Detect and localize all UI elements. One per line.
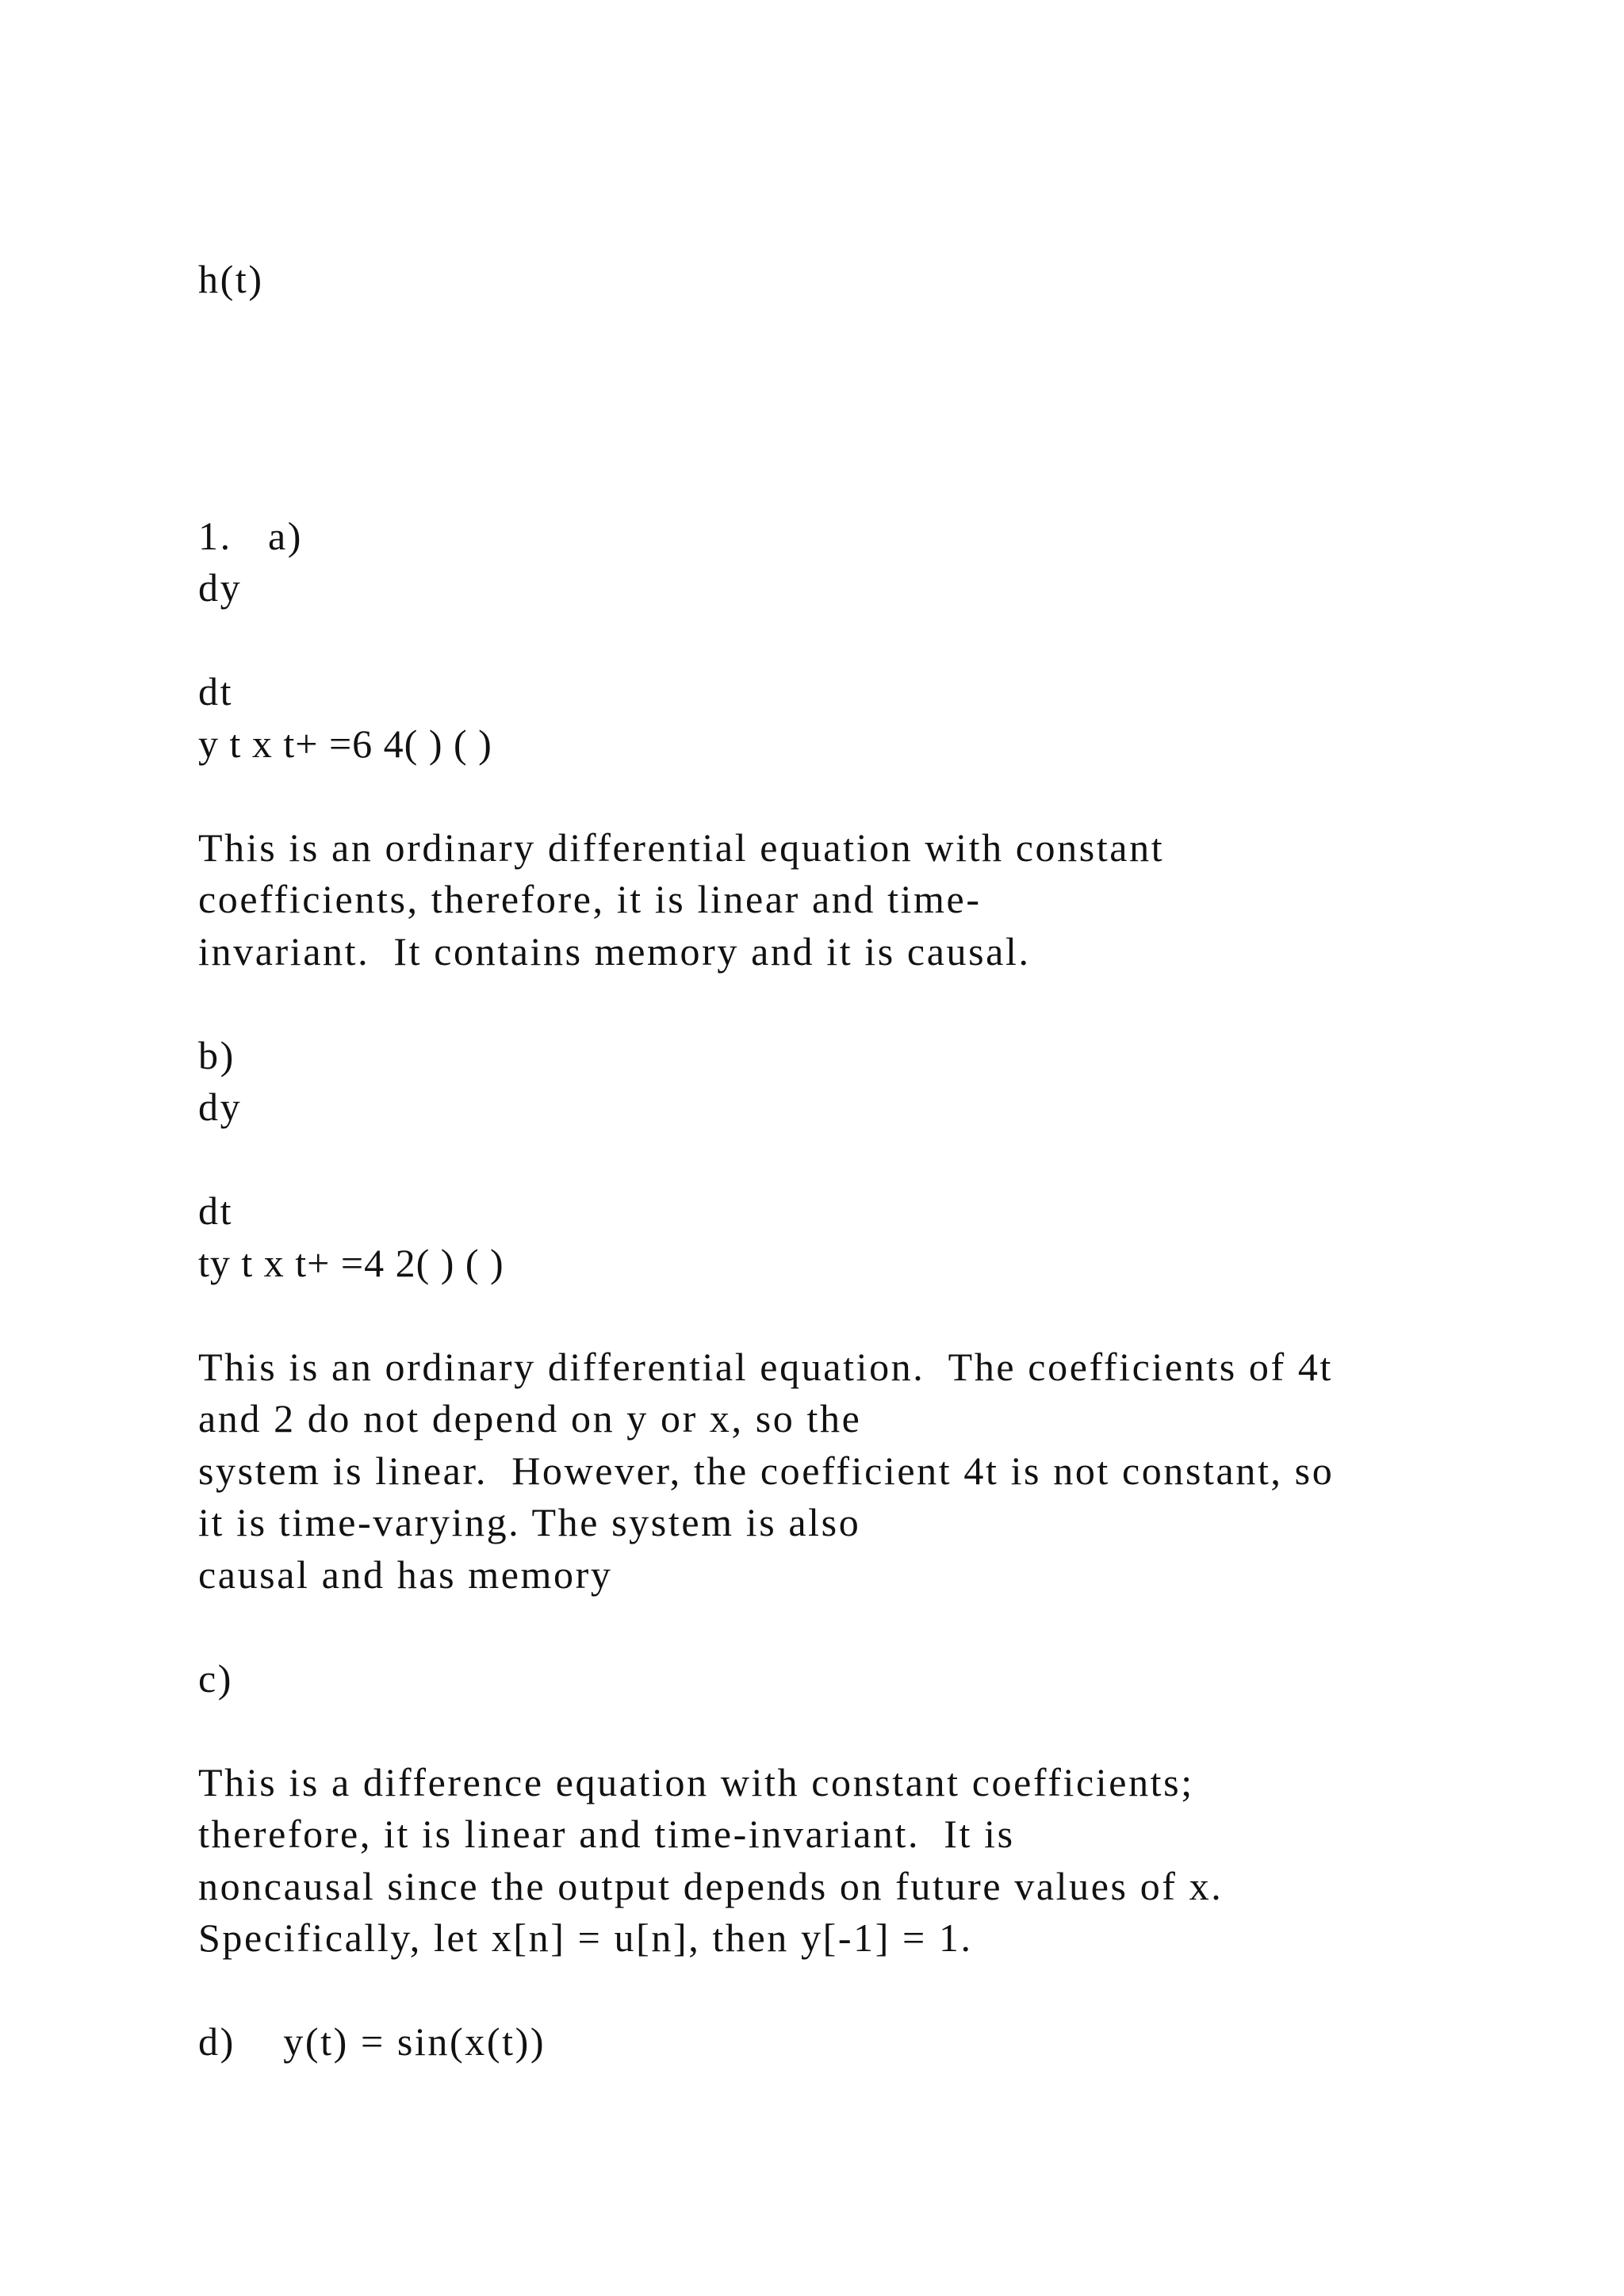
item-1b-equation: ty t x t+ =4 2( ) ( ) bbox=[198, 1241, 504, 1285]
item-1a-denominator: dt bbox=[198, 669, 234, 714]
item-1b-paragraph-line: This is an ordinary differential equation. The coefficients of 4t bbox=[198, 1345, 1333, 1389]
item-1a-paragraph-line: coefficients, therefore, it is linear and time- bbox=[198, 877, 982, 921]
item-1c-paragraph-line: noncausal since the output depends on future values of x. bbox=[198, 1864, 1224, 1908]
item-1c-label: c) bbox=[198, 1656, 234, 1701]
item-1c-paragraph-line: therefore, it is linear and time-invariant. It is bbox=[198, 1812, 1015, 1856]
item-1b-paragraph-line: it is time-varying. The system is also bbox=[198, 1500, 861, 1544]
item-1c-paragraph-line: Specifically, let x[n] = u[n], then y[-1] = 1. bbox=[198, 1915, 973, 1960]
item-1b-denominator: dt bbox=[198, 1188, 234, 1233]
item-1a-paragraph-line: This is an ordinary differential equation with constant bbox=[198, 825, 1165, 870]
item-1b-paragraph-line: system is linear. However, the coefficient 4t is not constant, so bbox=[198, 1448, 1335, 1493]
item-1a-numerator: dy bbox=[198, 565, 243, 610]
item-1d-label: d) y(t) = sin(x(t)) bbox=[198, 2019, 546, 2064]
item-1b-paragraph-line: and 2 do not depend on y or x, so the bbox=[198, 1396, 862, 1441]
item-1b-numerator: dy bbox=[198, 1085, 243, 1129]
item-1a-equation: y t x t+ =6 4( ) ( ) bbox=[198, 721, 492, 766]
item-1b-paragraph-line: causal and has memory bbox=[198, 1552, 613, 1597]
item-1c-paragraph-line: This is a difference equation with constant coefficients; bbox=[198, 1760, 1194, 1804]
item-1b-label: b) bbox=[198, 1033, 236, 1077]
item-1a-label: 1. a) bbox=[198, 514, 304, 558]
heading-h-of-t: h(t) bbox=[198, 257, 264, 301]
item-1a-paragraph-line: invariant. It contains memory and it is causal. bbox=[198, 929, 1031, 974]
